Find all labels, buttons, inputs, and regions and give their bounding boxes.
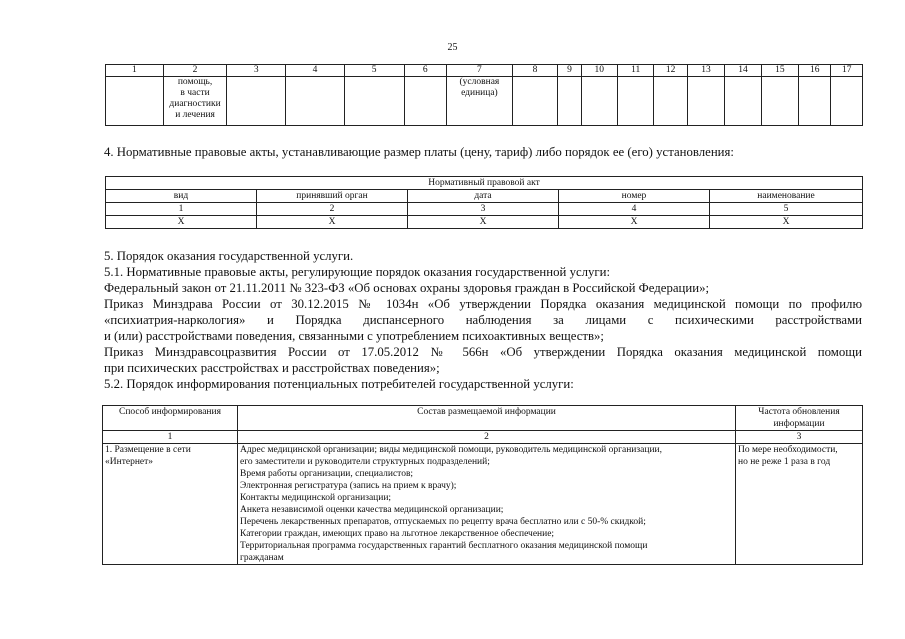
col-number: 17 — [831, 65, 863, 77]
col-number: 8 — [512, 65, 558, 77]
content-line: гражданам — [240, 553, 284, 563]
col-number: 6 — [404, 65, 447, 77]
column-header: номер — [559, 190, 710, 203]
legal-acts-table — [105, 176, 863, 229]
col-number: 14 — [725, 65, 761, 77]
section-5-heading: 5. Порядок оказания государственной услуги. — [104, 249, 354, 263]
legal-act-line: «психиатрия-наркология» и Порядка диспансерного наблюдения за лицами с психическими расстройствами — [104, 313, 862, 327]
column-header-row — [106, 190, 863, 203]
section-5-2-heading: 5.2. Порядок информирования потенциальных потребителей государственной услуги: — [104, 377, 574, 391]
column-header: Способ информирования — [103, 406, 238, 431]
section-5-1-heading: 5.1. Нормативные правовые акты, регулирующие порядок оказания государственной услуги: — [104, 265, 611, 279]
col-number: 11 — [618, 65, 654, 77]
column-number-row: 1 2 3 4 5 — [106, 203, 863, 216]
content-line: Электронная регистратура (запись на прием к врачу); — [240, 481, 457, 491]
col-number: 2 — [163, 65, 227, 77]
col-number: 1 — [106, 65, 164, 77]
col-number: 3 — [227, 65, 286, 77]
unit-cell: (условная единица) — [447, 77, 513, 126]
col-number: 4 — [286, 65, 345, 77]
content-line: Контакты медицинской организации; — [240, 493, 392, 503]
legal-act-line: и (или) расстройствами поведения, связанными с употреблением психоактивных веществ»; — [104, 329, 604, 343]
legal-act-line: Приказ Минздравсоцразвития России от 17.05.2012 № 566н «Об утверждении Порядка оказания медицинской помощи — [104, 345, 862, 359]
service-description-cell: помощь, в части диагностики и лечения — [163, 77, 227, 126]
value-row: Х Х Х Х Х — [106, 216, 863, 229]
info-row — [103, 444, 863, 565]
group-header: Нормативный правовой акт — [106, 177, 863, 190]
info-number-row: 1 2 3 — [103, 431, 863, 444]
column-header: Состав размещаемой информации — [238, 406, 736, 431]
info-header-row — [103, 406, 863, 431]
section-5-text — [104, 248, 862, 392]
col-number: 16 — [799, 65, 831, 77]
col-number: 12 — [654, 65, 687, 77]
column-header: наименование — [710, 190, 863, 203]
section-4-heading: 4. Нормативные правовые акты, устанавливающие размер платы (цену, тариф) либо порядок ее (его) установления: — [104, 145, 734, 159]
col-number: 5 — [344, 65, 404, 77]
info-table — [102, 405, 863, 565]
content-line: Анкета независимой оценки качества медицинской организации; — [240, 505, 504, 515]
content-line: Территориальная программа государственных гарантий бесплатного оказания медицинской помощи — [240, 541, 648, 551]
content-line: Адрес медицинской организации; виды медицинской помощи, руководитель медицинской организации, — [240, 445, 662, 455]
content-line: Перечень лекарственных препаратов, отпускаемых по рецепту врача бесплатно или с 50-% скидкой; — [240, 517, 646, 527]
content-line: Время работы организации, специалистов; — [240, 469, 414, 479]
legal-act-line: Приказ Минздрава России от 30.12.2015 № 1034н «Об утверждении Порядка оказания медицинской помощи по профилю — [104, 297, 862, 311]
content-cell — [238, 444, 736, 565]
column-number-row — [106, 65, 863, 77]
continuation-table — [105, 64, 863, 126]
column-header: вид — [106, 190, 257, 203]
col-number: 13 — [687, 65, 724, 77]
column-header: Частота обновления информации — [736, 406, 863, 431]
column-header: принявший орган — [257, 190, 408, 203]
page-number: 25 — [447, 42, 458, 53]
legal-act-line: Федеральный закон от 21.11.2011 № 323-ФЗ «Об основах охраны здоровья граждан в Российской Федерации»; — [104, 281, 710, 295]
frequency-cell: По мере необходимости, но не реже 1 раза в год — [736, 444, 863, 565]
col-number: 15 — [761, 65, 798, 77]
column-header: дата — [408, 190, 559, 203]
content-line: Категории граждан, имеющих право на льготное лекарственное обеспечение; — [240, 529, 555, 539]
content-line: его заместители и руководители структурных подразделений; — [240, 457, 490, 467]
col-number: 10 — [581, 65, 617, 77]
col-number: 7 — [447, 65, 513, 77]
legal-act-line: при психических расстройствах и расстройствах поведения»; — [104, 361, 440, 375]
method-cell: 1. Размещение в сети «Интернет» — [103, 444, 238, 565]
continuation-row — [106, 77, 863, 126]
col-number: 9 — [558, 65, 581, 77]
